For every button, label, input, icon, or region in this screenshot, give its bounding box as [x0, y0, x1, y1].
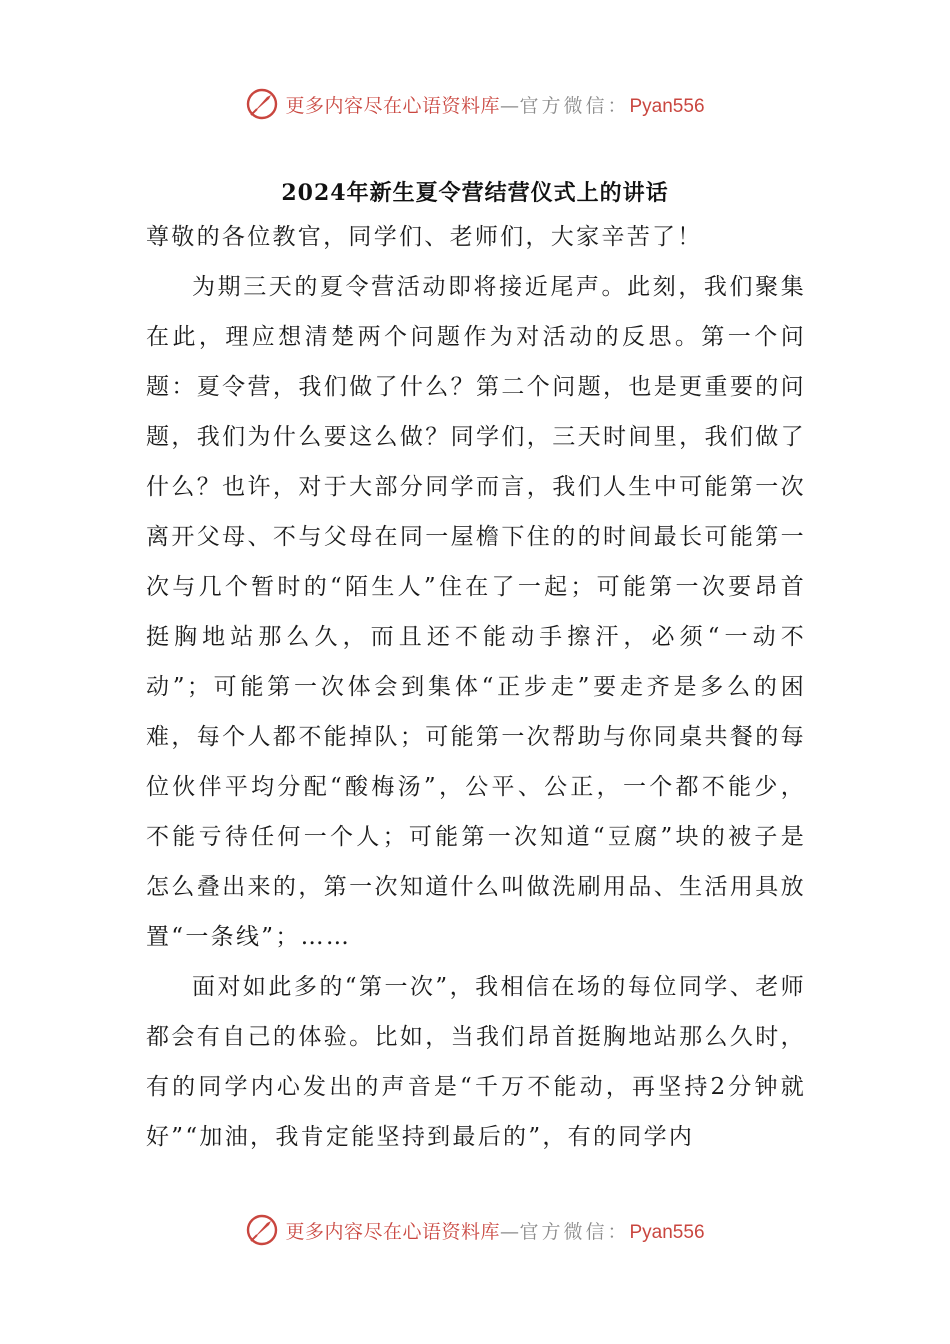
- banner-separator: —: [499, 1220, 520, 1243]
- banner-wechat-id: Pyan556: [629, 1221, 705, 1243]
- paragraph-2: 面对如此多的“第一次”，我相信在场的每位同学、老师都会有自己的体验。比如，当我们昂首挺胸地站那么久时，有的同学内心发出的声音是“千万不能动，再坚持2分钟就好”“加油，我肯定能坚持到最后的”，有的同学内: [146, 974, 806, 1150]
- footer-banner: [0, 1210, 950, 1250]
- greeting: 尊敬的各位教官，同学们、老师们，大家辛苦了！: [146, 224, 703, 250]
- banner-wechat-label: 官方微信：: [519, 1220, 630, 1243]
- quill-pen-logo-icon: [245, 1213, 279, 1247]
- quill-pen-logo-icon: [245, 87, 279, 121]
- paragraph-1: 为期三天的夏令营活动即将接近尾声。此刻，我们聚集在此，理应想清楚两个问题作为对活动的反思。第一个问题：夏令营，我们做了什么？第二个问题，也是更重要的问题，我们为什么要这么做？同学们，三天时间里，我们做了什么？也许，对于大部分同学而言，我们人生中可能第一次离开父母、不与父母在同一屋檐下住的的时间最长可能第一次与几个暂时的“陌生人”住在了一起；可能第一次要昂首挺胸地站那么久，而且还不能动手擦汗，必须“一动不动”；可能第一次体会到集体“正步走”要走齐是多么的困难，每个人都不能掉队；可能第一次帮助与你同桌共餐的每位伙伴平均分配“酸梅汤”，公平、公正，一个都不能少，不能亏待任何一个人；可能第一次知道“豆腐”块的被子是怎么叠出来的，第一次知道什么叫做洗刷用品、生活用具放置“一条线”；……: [146, 274, 806, 950]
- banner-main-text: 更多内容尽在心语资料库: [285, 1220, 500, 1243]
- header-banner: [0, 84, 950, 124]
- document-title: 2024年新生夏令营结营仪式上的讲话: [281, 180, 669, 206]
- banner-main-text: 更多内容尽在心语资料库: [285, 94, 500, 117]
- banner-text: [285, 1217, 704, 1244]
- banner-wechat-label: 官方微信：: [519, 94, 630, 117]
- banner-text: [285, 91, 704, 118]
- document-body: [146, 212, 806, 1162]
- banner-wechat-id: Pyan556: [629, 95, 705, 117]
- banner-separator: —: [499, 94, 520, 117]
